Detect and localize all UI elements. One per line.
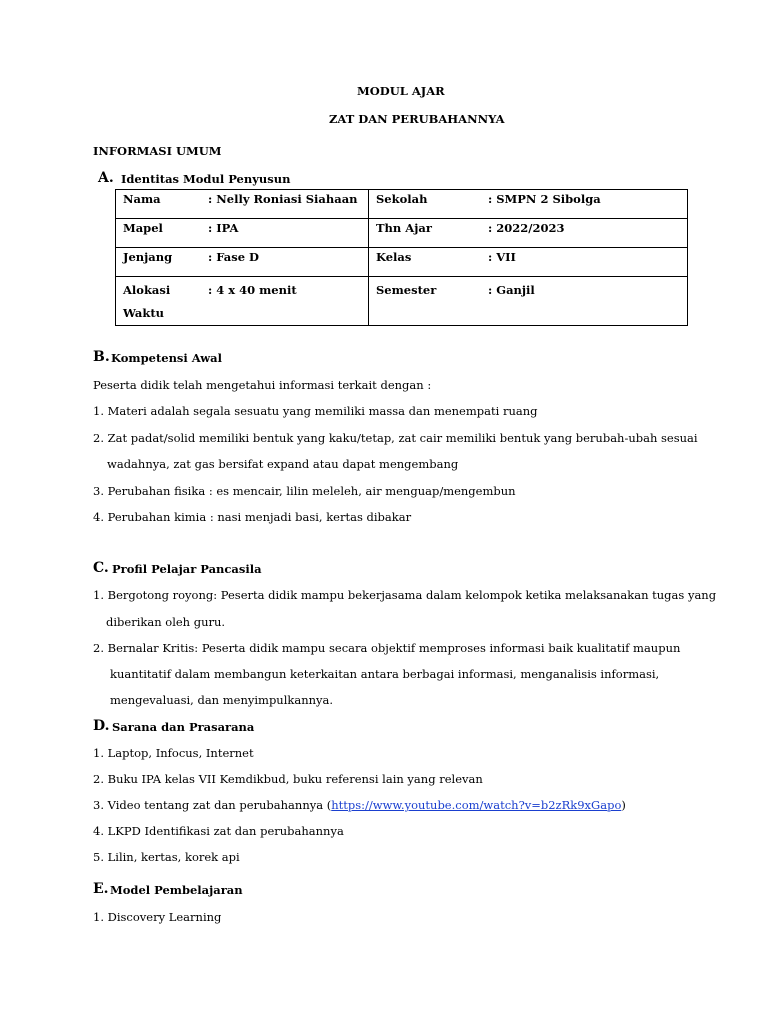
table-cell: : 2022/2023 (488, 219, 688, 248)
table-cell: Thn Ajar (369, 219, 489, 248)
section-e-letter: E. (93, 881, 109, 897)
table-row (116, 219, 688, 248)
list-item-continued: kuantitatif dalam membangun keterkaitan antara berbagai informasi, menganalisis informasi, (110, 667, 660, 681)
table-cell: Nama (116, 190, 209, 219)
list-item: 1. Discovery Learning (93, 910, 222, 924)
list-item-continued: wadahnya, zat gas bersifat expand atau dapat mengembang (107, 457, 459, 471)
list-item: 3. Perubahan fisika : es mencair, lilin meleleh, air menguap/mengembun (93, 484, 516, 498)
table-cell: : 4 x 40 menit (208, 277, 369, 326)
list-item: 2. Bernalar Kritis: Peserta didik mampu secara objektif memproses informasi baik kualitatif maupun (93, 641, 681, 655)
paragraph: Peserta didik telah mengetahui informasi terkait dengan : (93, 378, 432, 392)
table-row (116, 277, 688, 326)
list-item-continued: diberikan oleh guru. (106, 615, 226, 629)
table-cell: Jenjang (116, 248, 209, 277)
list-item: 1. Bergotong royong: Peserta didik mampu bekerjasama dalam kelompok ketika melaksanakan tugas yang (93, 588, 717, 602)
youtube-link[interactable]: https://www.youtube.com/watch?v=b2zRk9xGapo (331, 798, 622, 812)
table-row (116, 190, 688, 219)
section-b-title: Kompetensi Awal (111, 351, 222, 365)
section-e-title: Model Pembelajaran (110, 883, 243, 897)
list-item-text: 3. Video tentang zat dan perubahannya ( (93, 798, 332, 812)
list-item: 1. Laptop, Infocus, Internet (93, 746, 254, 760)
doc-subtitle: ZAT DAN PERUBAHANNYA (329, 112, 505, 126)
table-cell: : Fase D (208, 248, 369, 277)
list-item: 4. LKPD Identifikasi zat dan perubahannya (93, 824, 344, 838)
cell-line: Waktu (123, 306, 165, 320)
section-d-title: Sarana dan Prasarana (112, 720, 255, 734)
section-a-title: Identitas Modul Penyusun (121, 172, 291, 186)
table-cell: Sekolah (369, 190, 489, 219)
table-cell: : Nelly Roniasi Siahaan (208, 190, 369, 219)
table-cell: : SMPN 2 Sibolga (488, 190, 688, 219)
list-item: 4. Perubahan kimia : nasi menjadi basi, kertas dibakar (93, 510, 412, 524)
table-cell: : VII (488, 248, 688, 277)
info-heading: INFORMASI UMUM (93, 144, 222, 158)
section-a-letter: A. (98, 170, 114, 186)
section-d-letter: D. (93, 718, 110, 734)
table-cell: Kelas (369, 248, 489, 277)
list-item: 2. Buku IPA kelas VII Kemdikbud, buku referensi lain yang relevan (93, 772, 483, 786)
cell-line: Alokasi (123, 283, 171, 297)
list-item (93, 798, 626, 812)
list-item: 1. Materi adalah segala sesuatu yang memiliki massa dan menempati ruang (93, 404, 538, 418)
table-cell: : IPA (208, 219, 369, 248)
section-c-title: Profil Pelajar Pancasila (112, 562, 262, 576)
table-cell: : Ganjil (488, 277, 688, 326)
table-row (116, 248, 688, 277)
section-b-letter: B. (93, 349, 110, 365)
table-cell (116, 277, 209, 326)
table-cell: Semester (369, 277, 489, 326)
list-item: 5. Lilin, kertas, korek api (93, 850, 240, 864)
table-cell: Mapel (116, 219, 209, 248)
list-item-text: ) (621, 798, 626, 812)
section-c-letter: C. (93, 560, 109, 576)
list-item: 2. Zat padat/solid memiliki bentuk yang kaku/tetap, zat cair memiliki bentuk yang berubah-ubah sesuai (93, 431, 698, 445)
doc-title: MODUL AJAR (357, 84, 445, 98)
identity-table (115, 189, 688, 326)
list-item-continued: mengevaluasi, dan menyimpulkannya. (110, 693, 334, 707)
